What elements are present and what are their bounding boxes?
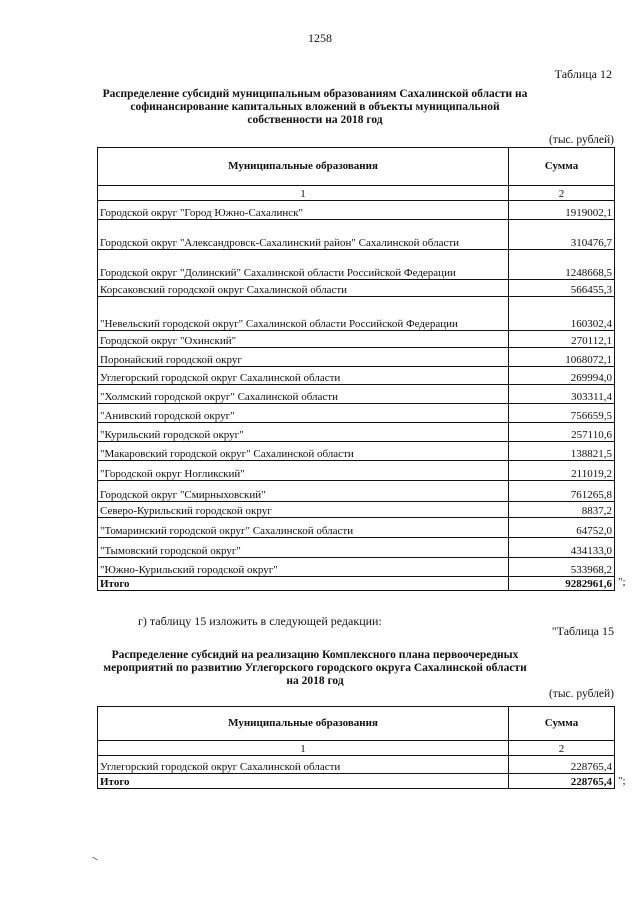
- table-row: [98, 201, 615, 220]
- subsidy-amount: 761265,8: [509, 481, 615, 502]
- table-row: [98, 250, 615, 280]
- subsidy-amount: 1068072,1: [509, 348, 615, 367]
- subsidy-amount: 270112,1: [509, 331, 615, 348]
- table12-label: Таблица 12: [554, 67, 612, 81]
- municipality-name: Городской округ "Смирныховский": [98, 481, 509, 502]
- table12: [97, 147, 615, 591]
- municipality-name: Городской округ "Охинский": [98, 331, 509, 348]
- table12-header-sum: Сумма: [509, 148, 615, 186]
- subsidy-amount: 1919002,1: [509, 201, 615, 220]
- table-total-row: [98, 577, 615, 591]
- table-total-row: [98, 774, 615, 789]
- municipality-name: Городской округ "Город Южно-Сахалинск": [98, 201, 509, 220]
- subsidy-amount: 8837,2: [509, 502, 615, 518]
- page-number: 1258: [308, 31, 332, 45]
- table12-colnum-1: 1: [98, 186, 509, 201]
- municipality-name: "Южно-Курильский городской округ": [98, 558, 509, 577]
- subsidy-amount: 257110,6: [509, 423, 615, 442]
- municipality-name: Северо-Курильский городской округ: [98, 502, 509, 518]
- table-row: [98, 518, 615, 538]
- subsidy-amount: 64752,0: [509, 518, 615, 538]
- table15-header-municipality: Муниципальные образования: [98, 707, 509, 741]
- table-row: [98, 385, 615, 404]
- municipality-name: Углегорский городской округ Сахалинской области: [98, 756, 509, 774]
- table-row: [98, 481, 615, 502]
- table15-unit: (тыс. рублей): [548, 688, 614, 700]
- table-row: [98, 331, 615, 348]
- table15-label: "Таблица 15: [551, 624, 614, 638]
- table12-header-municipality: Муниципальные образования: [98, 148, 509, 186]
- municipality-name: Корсаковский городской округ Сахалинской области: [98, 280, 509, 297]
- table-row: [98, 220, 615, 250]
- table-row: [98, 280, 615, 297]
- table-row: [98, 297, 615, 331]
- table-row: [98, 367, 615, 385]
- scan-mark: [92, 857, 98, 861]
- subsidy-amount: 566455,3: [509, 280, 615, 297]
- municipality-name: "Анивский городской округ": [98, 404, 509, 423]
- municipality-name: "Холмский городской округ" Сахалинской области: [98, 385, 509, 404]
- subsidy-amount: 303311,4: [509, 385, 615, 404]
- subsidy-amount: 434133,0: [509, 538, 615, 558]
- total-amount: 9282961,6: [509, 577, 615, 591]
- table15-colnum-1: 1: [98, 741, 509, 756]
- subsidy-amount: 756659,5: [509, 404, 615, 423]
- table-row: [98, 558, 615, 577]
- municipality-name: "Томаринский городской округ" Сахалинской области: [98, 518, 509, 538]
- table15-title: Распределение субсидий на реализацию Комплексного плана первоочередных мероприятий по развитию Углегорского городского округа Сахалинской области на 2018 год: [103, 649, 527, 687]
- subsidy-amount: 160302,4: [509, 297, 615, 331]
- municipality-name: Городской округ "Долинский" Сахалинской области Российской Федерации: [98, 250, 509, 280]
- table-row: [98, 502, 615, 518]
- total-label: Итого: [98, 577, 509, 591]
- table12-unit: (тыс. рублей): [548, 134, 614, 146]
- table12-closing-quote: ";: [618, 576, 626, 588]
- municipality-name: "Тымовский городской округ": [98, 538, 509, 558]
- subsidy-amount: 228765,4: [509, 756, 615, 774]
- municipality-name: Углегорский городской округ Сахалинской области: [98, 367, 509, 385]
- subsidy-amount: 533968,2: [509, 558, 615, 577]
- table15-header-sum: Сумма: [509, 707, 615, 741]
- municipality-name: "Курильский городской округ": [98, 423, 509, 442]
- table-row: [98, 538, 615, 558]
- subsidy-amount: 138821,5: [509, 442, 615, 461]
- table15-colnum-2: 2: [509, 741, 615, 756]
- subsidy-amount: 1248668,5: [509, 250, 615, 280]
- subsidy-amount: 269994,0: [509, 367, 615, 385]
- subsidy-amount: 310476,7: [509, 220, 615, 250]
- municipality-name: Городской округ "Александровск-Сахалинский район" Сахалинской области: [98, 220, 509, 250]
- subsidy-amount: 211019,2: [509, 461, 615, 481]
- table-row: [98, 442, 615, 461]
- table-row: [98, 423, 615, 442]
- total-amount: 228765,4: [509, 774, 615, 789]
- municipality-name: "Макаровский городской округ" Сахалинской области: [98, 442, 509, 461]
- municipality-name: "Невельский городской округ" Сахалинской области Российской Федерации: [98, 297, 509, 331]
- table12-colnum-2: 2: [509, 186, 615, 201]
- amendment-instruction: г) таблицу 15 изложить в следующей редакции:: [138, 614, 382, 628]
- municipality-name: "Городской округ Ногликский": [98, 461, 509, 481]
- table15: [97, 706, 615, 789]
- table-row: [98, 756, 615, 774]
- table-row: [98, 404, 615, 423]
- municipality-name: Поронайский городской округ: [98, 348, 509, 367]
- table-row: [98, 348, 615, 367]
- total-label: Итого: [98, 774, 509, 789]
- table15-closing-quote: ";: [618, 775, 626, 787]
- table12-title: Распределение субсидий муниципальным образованиям Сахалинской области на софинансирование капитальных вложений в объекты муниципальной собственности на 2018 год: [102, 88, 528, 126]
- table-row: [98, 461, 615, 481]
